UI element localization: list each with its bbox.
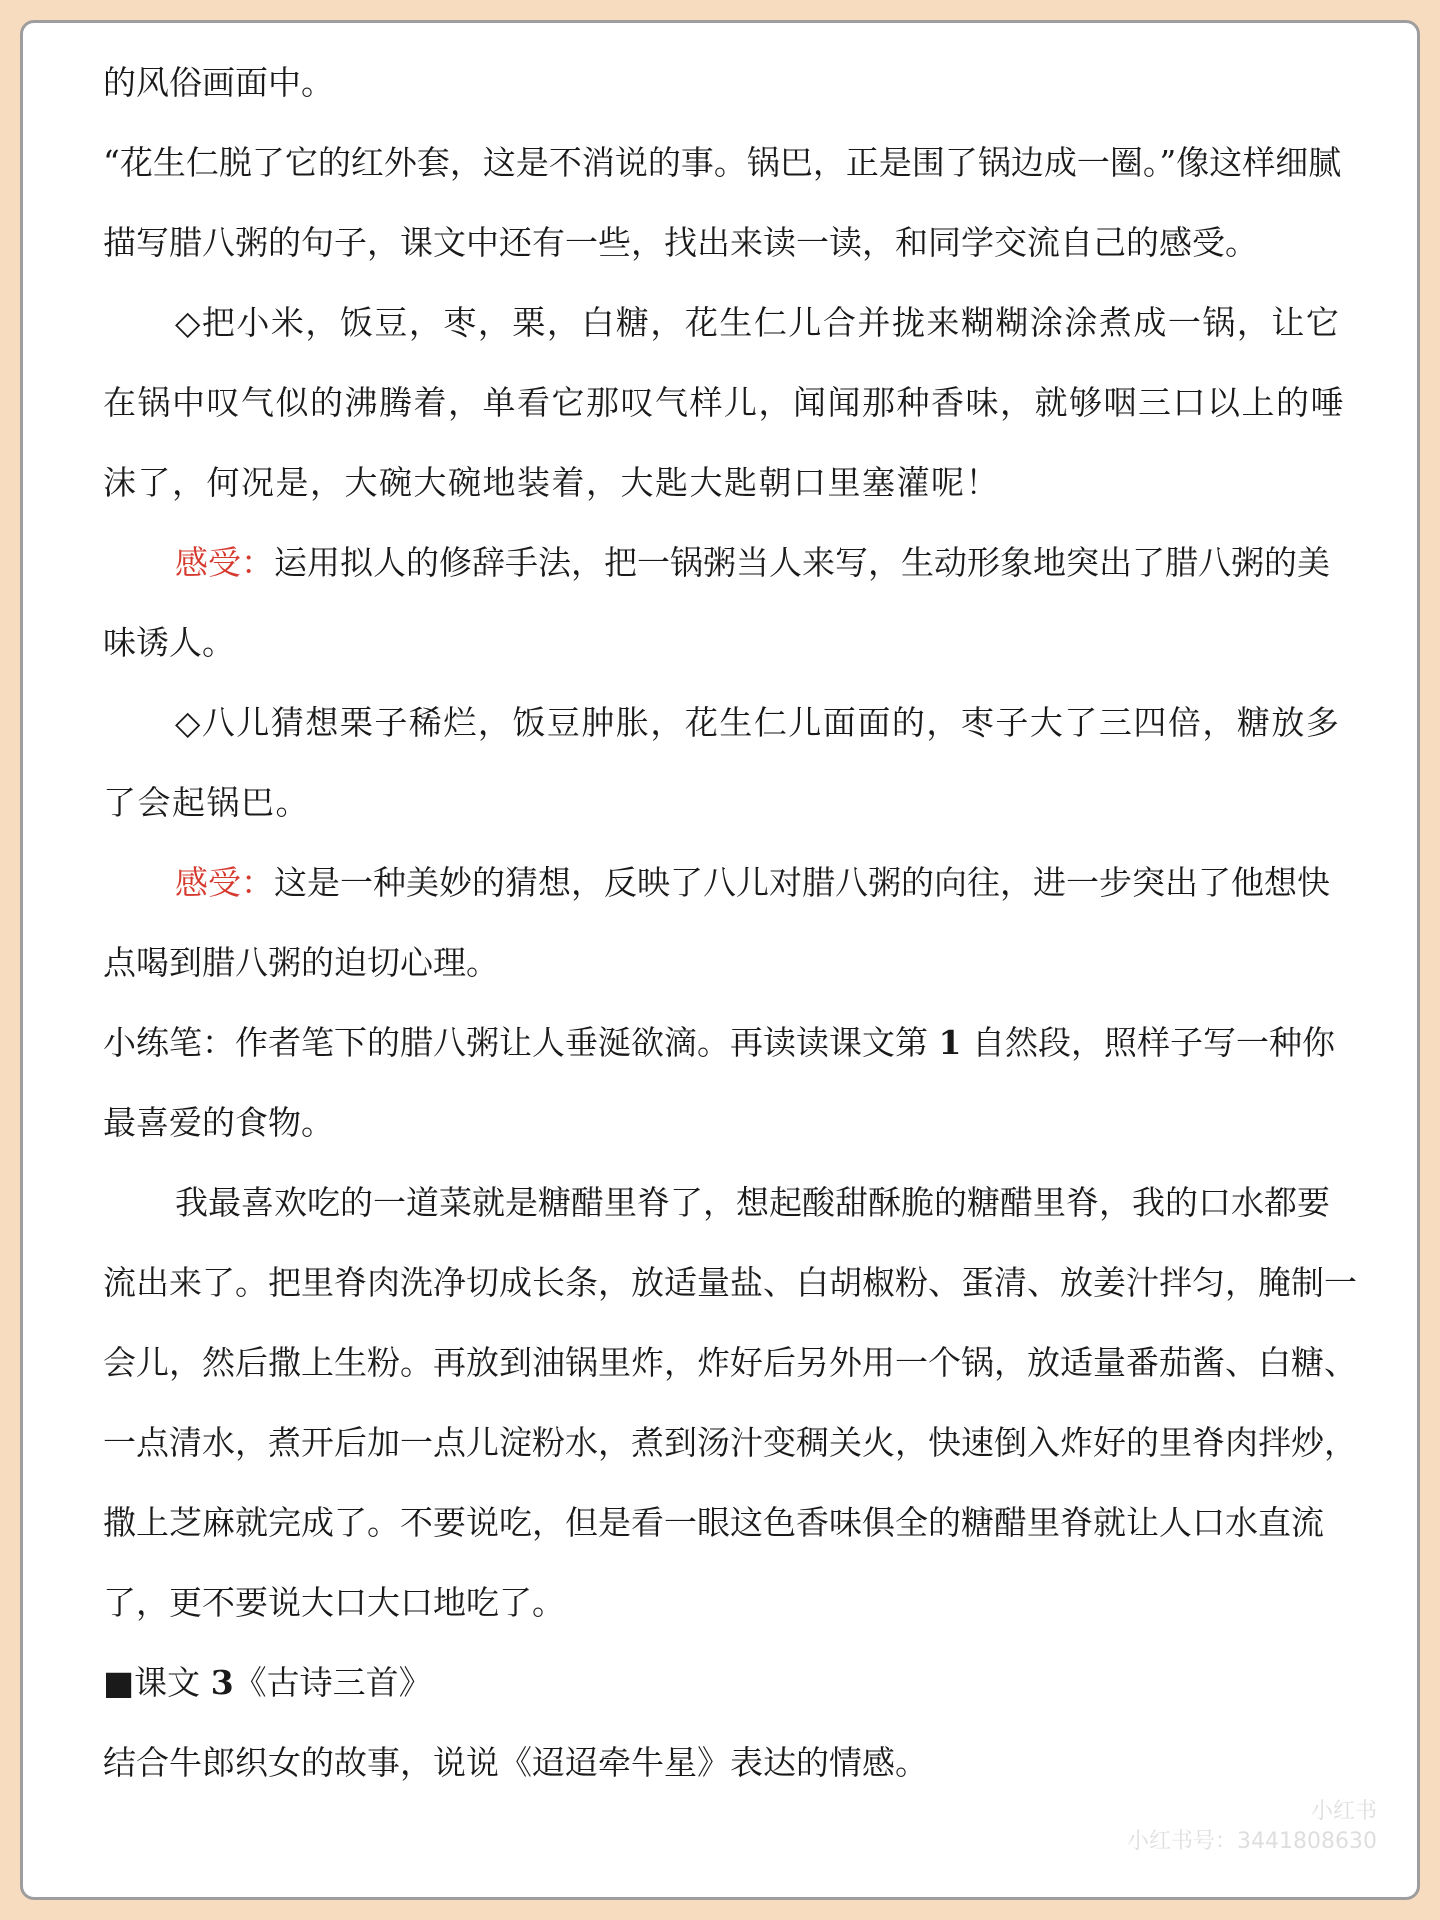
lesson-heading — [103, 1643, 1359, 1723]
feeling-2-text: 这是一种美妙的猜想，反映了八儿对腊八粥的向往，进一步突出了他想快点喝到腊八粥的迫切心理。 — [103, 863, 1330, 982]
paragraph-1: 的风俗画面中。 — [103, 63, 334, 102]
feeling-2-label: 感受： — [175, 863, 274, 902]
paragraph-2: “花生仁脱了它的红外套，这是不消说的事。锅巴，正是围了锅边成一圈。”像这样细腻描写腊八粥的句子，课文中还有一些，找出来读一读，和同学交流自己的感受。 — [103, 143, 1342, 262]
practice-number: 1 — [938, 1023, 962, 1062]
lesson-mark: ■课文 — [103, 1663, 201, 1702]
feeling-2 — [103, 843, 1359, 1003]
lesson-number: 3 — [210, 1663, 234, 1702]
practice-prefix: 小练笔：作者笔下的腊八粥让人垂涎欲滴。再读读课文第 — [103, 1023, 928, 1062]
lesson-title: 《古诗三首》 — [233, 1663, 432, 1702]
feeling-1 — [103, 523, 1359, 683]
document-content — [103, 43, 1359, 1803]
watermark-logo: 小红书 — [1310, 1799, 1377, 1824]
last-question: 结合牛郎织女的故事，说说《迢迢牵牛星》表达的情感。 — [103, 1743, 928, 1782]
quote-1: ◇把小米，饭豆，枣，栗，白糖，花生仁儿合并拢来糊糊涂涂煮成一锅，让它在锅中叹气似的沸腾着，单看它那叹气样儿，闻闻那种香味，就够咽三口以上的唾沫了，何况是，大碗大碗地装着，大匙大匙朝口里塞灌呢！ — [103, 303, 1345, 502]
essay-paragraph: 我最喜欢吃的一道菜就是糖醋里脊了，想起酸甜酥脆的糖醋里脊，我的口水都要流出来了。把里脊肉洗净切成长条，放适量盐、白胡椒粉、蛋清、放姜汁拌匀，腌制一会儿，然后撒上生粉。再放到油锅里炸，炸好后另外用一个锅，放适量番茄酱、白糖、一点清水，煮开后加一点儿淀粉水，煮到汤汁变稠关火，快速倒入炸好的里脊肉拌炒，撒上芝麻就完成了。不要说吃，但是看一眼这色香味俱全的糖醋里脊就让人口水直流了，更不要说大口大口地吃了。 — [103, 1183, 1357, 1622]
document-page — [20, 20, 1420, 1900]
quote-2: ◇八儿猜想栗子稀烂，饭豆肿胀，花生仁儿面面的，枣子大了三四倍，糖放多了会起锅巴。 — [103, 703, 1341, 822]
watermark-id: 小红书号：3441808630 — [1127, 1829, 1377, 1854]
feeling-1-text: 运用拟人的修辞手法，把一锅粥当人来写，生动形象地突出了腊八粥的美味诱人。 — [103, 543, 1330, 662]
watermark — [1127, 1797, 1377, 1857]
feeling-1-label: 感受： — [175, 543, 274, 582]
practice-suffix: 自然段，照样子写一种你最喜爱的食物。 — [103, 1023, 1335, 1142]
practice-prompt — [103, 1003, 1359, 1163]
